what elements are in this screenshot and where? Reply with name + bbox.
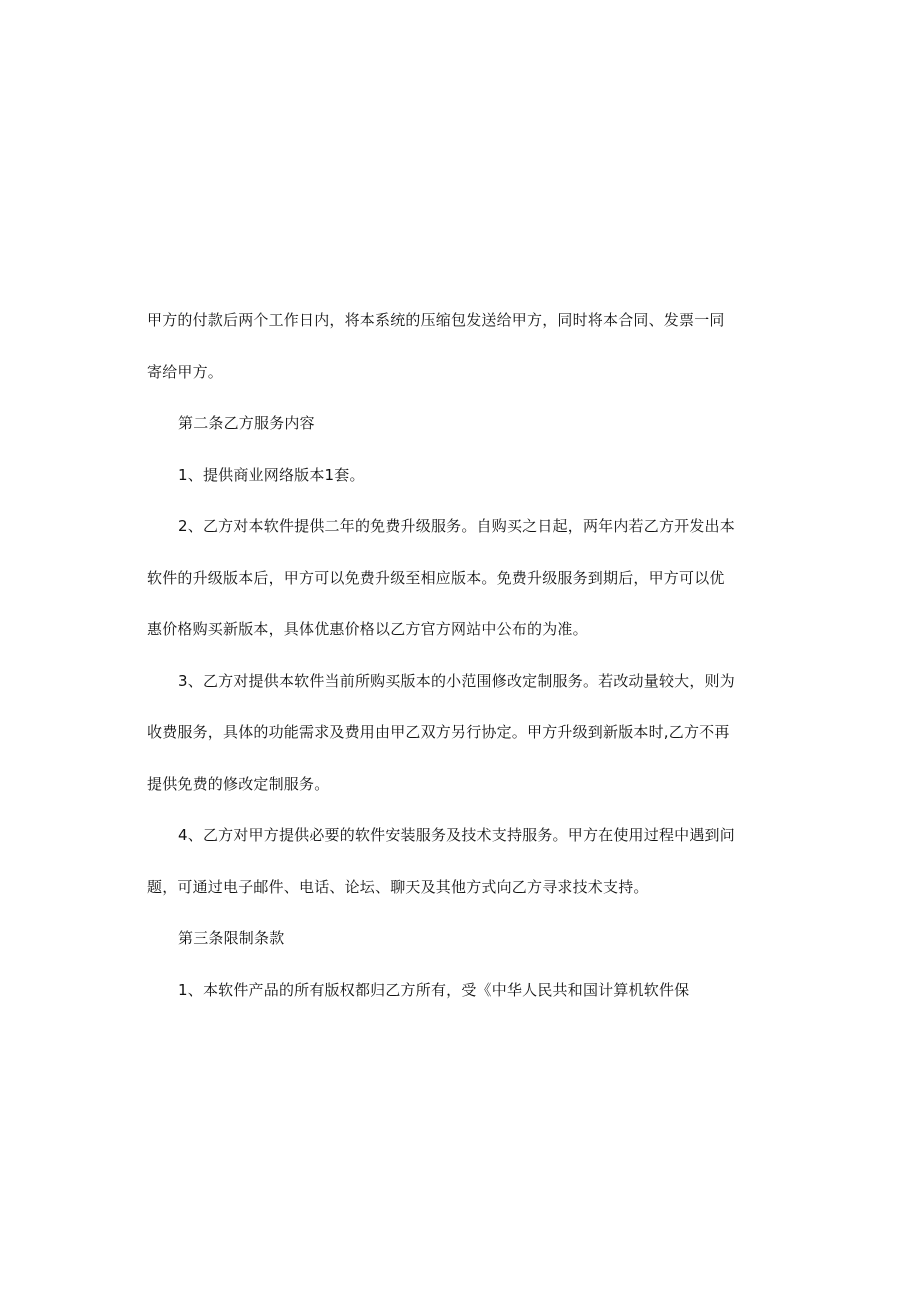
paragraph-line: 惠价格购买新版本，具体优惠价格以乙方官方网站中公布的为准。 [147, 620, 588, 638]
list-item: 4、乙方对甲方提供必要的软件安装服务及技术支持服务。甲方在使用过程中遇到问 [178, 826, 735, 844]
paragraph-line: 收费服务，具体的功能需求及费用由甲乙双方另行协定。甲方升级到新版本时,乙方不再 [147, 723, 730, 741]
list-item: 3、乙方对提供本软件当前所购买版本的小范围修改定制服务。若改动量较大，则为 [178, 672, 735, 690]
paragraph-line: 甲方的付款后两个工作日内，将本系统的压缩包发送给甲方，同时将本合同、发票一同 [147, 311, 725, 329]
list-item: 1、本软件产品的所有版权都归乙方所有，受《中华人民共和国计算机软件保 [178, 981, 690, 999]
paragraph-line: 题，可通过电子邮件、电话、论坛、聊天及其他方式向乙方寻求技术支持。 [147, 878, 649, 896]
paragraph-line: 提供免费的修改定制服务。 [147, 775, 330, 793]
paragraph-line: 寄给甲方。 [147, 363, 224, 381]
section-heading: 第三条限制条款 [178, 929, 285, 947]
section-heading: 第二条乙方服务内容 [178, 414, 315, 432]
paragraph-line: 软件的升级版本后，甲方可以免费升级至相应版本。免费升级服务到期后，甲方可以优 [147, 569, 725, 587]
list-item: 2、乙方对本软件提供二年的免费升级服务。自购买之日起，两年内若乙方开发出本 [178, 517, 735, 535]
list-item: 1、提供商业网络版本1套。 [178, 466, 365, 484]
